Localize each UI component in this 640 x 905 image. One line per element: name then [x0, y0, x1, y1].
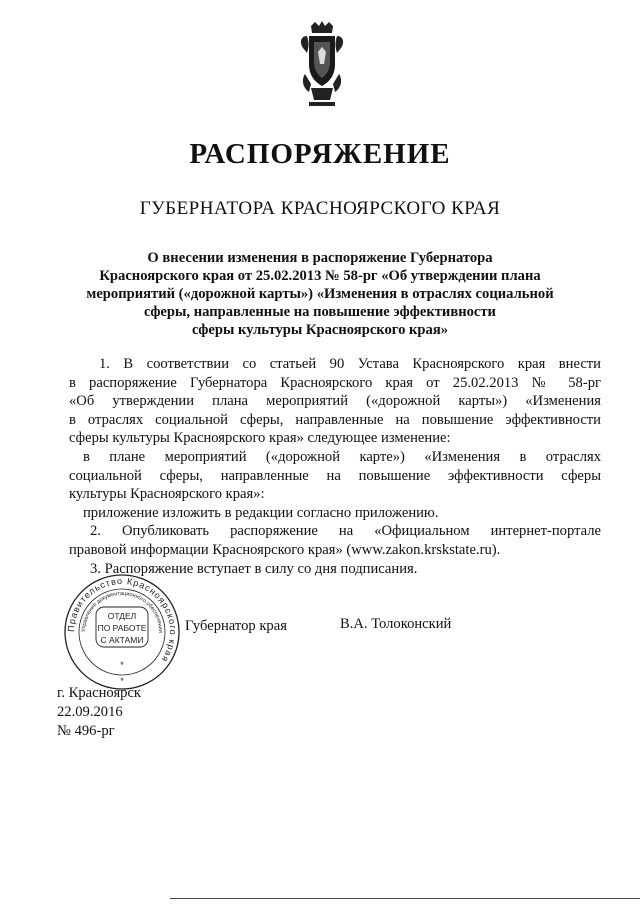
body-line: в распоряжение Губернатора Красноярского края от 25.02.2013 № 58-рг: [69, 374, 601, 391]
document-body: [69, 355, 601, 578]
body-line: «Об утверждении плана мероприятий («дорожной карты») «Изменения: [69, 393, 601, 410]
subject-line: О внесении изменения в распоряжение Губернатора: [147, 250, 493, 266]
stamp-inner-text: Управление документационного обеспечения: [80, 590, 164, 633]
body-line: 2. Опубликовать распоряжение на «Официальном интернет-портале: [90, 523, 601, 540]
stamp-star: *: [120, 676, 124, 686]
document-title: РАСПОРЯЖЕНИЕ: [189, 138, 451, 170]
signatory-role: Губернатор края: [185, 618, 287, 634]
document-subtitle: ГУБЕРНАТОРА КРАСНОЯРСКОГО КРАЯ: [139, 198, 501, 219]
subject-line: Красноярского края от 25.02.2013 № 58-рг «Об утверждении плана: [99, 268, 541, 284]
bottom-divider: [170, 898, 640, 899]
subject-line: мероприятий («дорожной карты») «Изменения в отраслях социальной: [86, 286, 554, 302]
body-line: правовой информации Красноярского края» (www.zakon.krskstate.ru).: [69, 541, 501, 558]
stamp-center-line: ПО РАБОТЕ: [97, 623, 147, 633]
paragraph-2: [69, 448, 601, 504]
body-line: 1. В соответствии со статьей 90 Устава Красноярского края внести: [99, 356, 601, 372]
footer-date: 22.09.2016: [57, 704, 123, 720]
paragraph-4: [69, 522, 601, 559]
coat-of-arms-icon: [297, 20, 347, 110]
footer-city: г. Красноярск: [57, 685, 142, 701]
official-stamp: [62, 572, 182, 692]
document-footer: [57, 684, 141, 741]
stamp-center-line: С АКТАМИ: [100, 635, 144, 645]
paragraph-1: [69, 355, 601, 448]
subject-line: сферы культуры Красноярского края»: [191, 322, 449, 338]
body-line: социальной сферы, направленные на повышение эффективности сферы: [69, 467, 601, 484]
body-line: в плане мероприятий («дорожной карте») «Изменения в отраслях: [83, 448, 601, 465]
body-line: в отраслях социальной сферы, направленные на повышение эффективности: [69, 411, 601, 428]
body-line: приложение изложить в редакции согласно приложению.: [83, 504, 439, 521]
body-line: 3. Распоряжение вступает в силу со дня подписания.: [90, 560, 418, 577]
signatory-name: В.А. Толоконский: [340, 616, 452, 632]
stamp-outer-text: Правительство Красноярского края: [65, 575, 179, 665]
footer-number: № 496-рг: [57, 723, 115, 739]
paragraph-3: [69, 504, 601, 523]
body-line: культуры Красноярского края»:: [69, 486, 265, 503]
stamp-center-line: ОТДЕЛ: [107, 611, 137, 621]
stamp-star: *: [120, 660, 124, 670]
body-line: сферы культуры Красноярского края» следующее изменение:: [69, 430, 451, 447]
subject-line: сферы, направленные на повышение эффективности: [144, 304, 496, 320]
document-subject: [80, 249, 560, 339]
